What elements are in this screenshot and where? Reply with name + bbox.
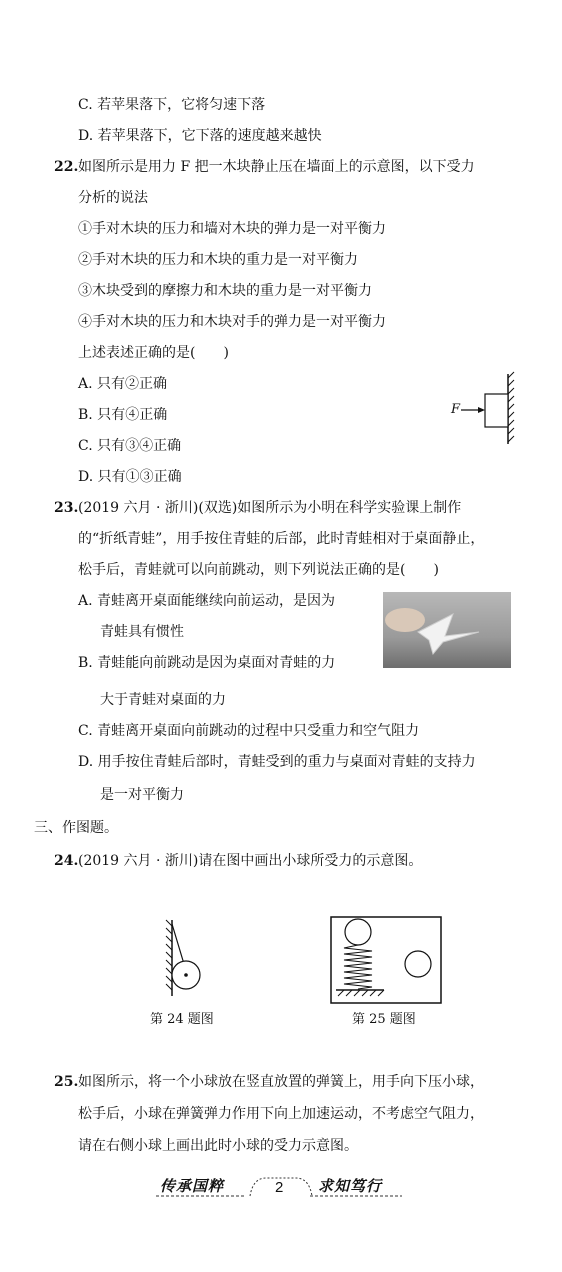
- fig24-hanging-ball: [160, 920, 220, 1000]
- q23-stem-line1: (2019 六月 · 浙川)(双选)如图所示为小明在科学实验课上制作: [78, 500, 462, 516]
- fig24-caption: 第 24 题图: [150, 1012, 214, 1027]
- fig25-answer-ball: [405, 951, 431, 977]
- q22-option-a: A. 只有②正确: [78, 376, 168, 392]
- force-arrow-head: [478, 407, 485, 413]
- q22-statement-3: ③木块受到的摩擦力和木块的重力是一对平衡力: [78, 283, 372, 299]
- q22-stem-line2: 分析的说法: [78, 190, 148, 206]
- q23-option-c: C. 青蛙离开桌面向前跳动的过程中只受重力和空气阻力: [78, 723, 420, 739]
- q24-number: 24.: [54, 853, 79, 869]
- q24-stem: (2019 六月 · 浙川)请在图中画出小球所受力的示意图。: [78, 853, 423, 869]
- footer: [150, 1172, 412, 1202]
- q21-option-d: D. 若苹果落下，它下落的速度越来越快: [78, 128, 322, 144]
- fig25-spring-ball: [330, 916, 444, 1006]
- finger-shape: [385, 608, 425, 632]
- paper-frog-shape: [383, 592, 511, 668]
- q23-number: 23.: [54, 500, 79, 516]
- section-3-title: 三、作图题。: [34, 820, 118, 836]
- q22-statement-4: ④手对木块的压力和木块对手的弹力是一对平衡力: [78, 314, 386, 330]
- q22-stem-line1: 如图所示是用力 F 把一木块静止压在墙面上的示意图，以下受力: [78, 159, 475, 175]
- q22-number: 22.: [54, 159, 79, 175]
- footer-left-motto: 传承国粹: [160, 1177, 225, 1195]
- wall-hatch: [508, 372, 514, 442]
- fig25-ball-on-spring: [345, 919, 371, 945]
- q21-option-c: C. 若苹果落下，它将匀速下落: [78, 97, 266, 113]
- fig24-wall-hatch: [166, 920, 172, 990]
- wooden-block: [485, 394, 508, 427]
- q25-stem-line1: 如图所示，将一个小球放在竖直放置的弹簧上，用手向下压小球，: [78, 1074, 484, 1090]
- q25-stem-line2: 松手后，小球在弹簧弹力作用下向上加速运动，不考虑空气阻力，: [78, 1106, 484, 1122]
- footer-right-motto: 求知笃行: [318, 1177, 383, 1195]
- paper-frog-photo: [383, 592, 511, 668]
- fig25-caption: 第 25 题图: [352, 1012, 416, 1027]
- q23-option-a-line1: A. 青蛙离开桌面能继续向前运动，是因为: [78, 593, 336, 609]
- frog-shape: [418, 614, 479, 654]
- fig24-string: [172, 924, 184, 964]
- page-number: 2: [275, 1179, 284, 1196]
- q25-stem-line3: 请在右侧小球上画出此时小球的受力示意图。: [78, 1138, 358, 1154]
- q22-statement-2: ②手对木块的压力和木块的重力是一对平衡力: [78, 252, 358, 268]
- q23-option-a-line2: 青蛙具有惯性: [100, 624, 184, 640]
- q23-stem-line2: 的“折纸青蛙”，用手按住青蛙的后部，此时青蛙相对于桌面静止，: [78, 531, 485, 547]
- q22-option-b: B. 只有④正确: [78, 407, 168, 423]
- q22-option-c: C. 只有③④正确: [78, 438, 182, 454]
- q23-option-b-line2: 大于青蛙对桌面的力: [100, 692, 226, 708]
- q23-stem-line3: 松手后，青蛙就可以向前跳动，则下列说法正确的是( ): [78, 562, 439, 578]
- q25-number: 25.: [54, 1074, 79, 1090]
- q22-option-d: D. 只有①③正确: [78, 469, 182, 485]
- q22-question: 上述表述正确的是( ): [78, 345, 229, 361]
- q23-option-d-line1: D. 用手按住青蛙后部时，青蛙受到的重力与桌面对青蛙的支持力: [78, 754, 476, 770]
- q23-option-b-line1: B. 青蛙能向前跳动是因为桌面对青蛙的力: [78, 655, 336, 671]
- q22-force-label: F: [451, 402, 461, 417]
- q23-option-d-line2: 是一对平衡力: [100, 787, 184, 803]
- fig24-ball-center: [184, 973, 188, 977]
- q22-statement-1: ①手对木块的压力和墙对木块的弹力是一对平衡力: [78, 221, 386, 237]
